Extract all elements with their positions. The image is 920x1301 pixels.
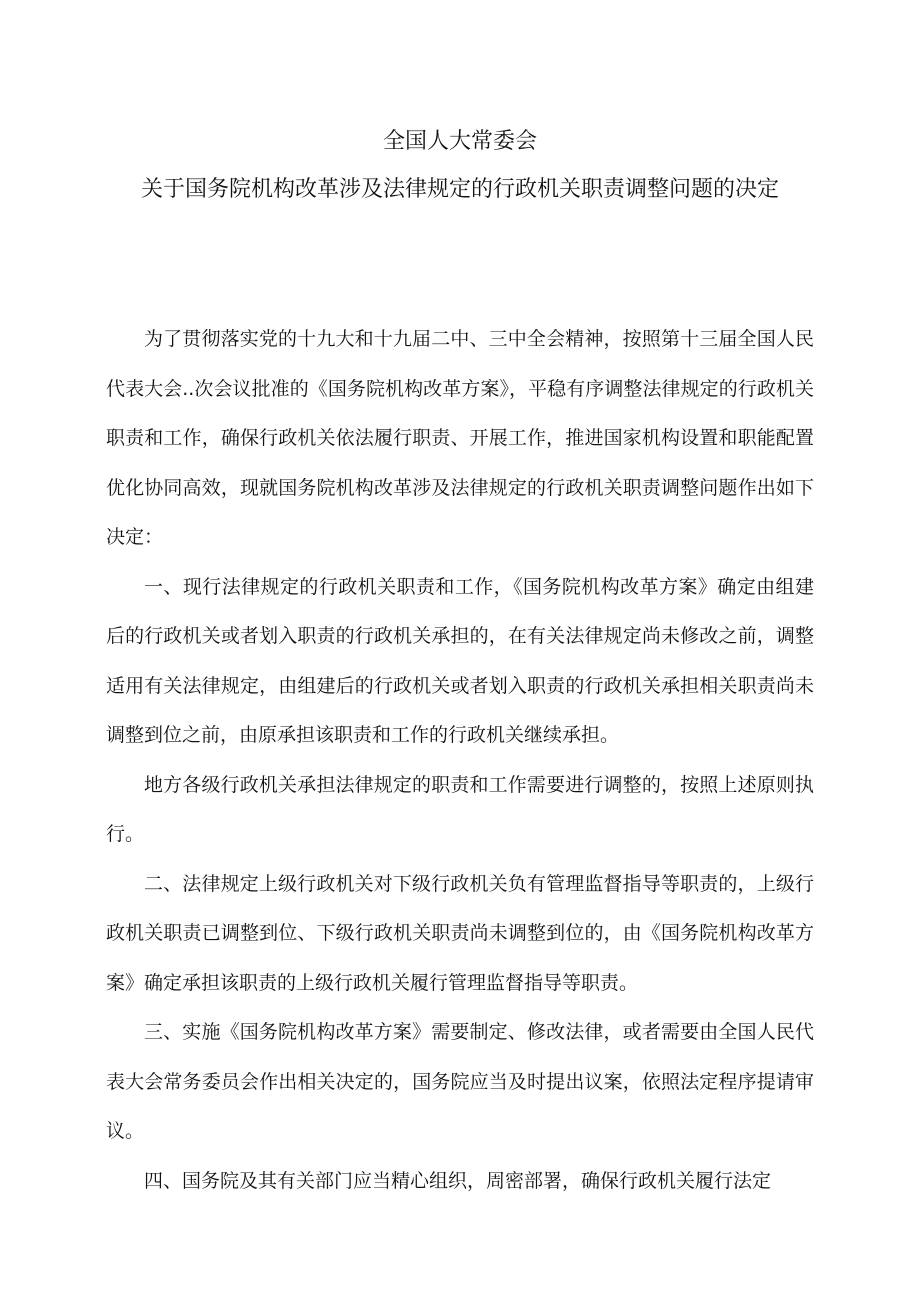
title-issuer: 全国人大常委会 <box>382 129 537 154</box>
paragraph-preamble: 为了贯彻落实党的十九大和十九届二中、三中全会精神，按照第十三届全国人民代表大会..次会议批准的《国务院机构改革方案》，平稳有序调整法律规定的行政机关职责和工作，确保行政机关依法履行职责、开展工作，推进国家机构设置和职能配置优化协同高效，现就国务院机构改革涉及法律规定的行政机关职责调整问题作出如下决定： <box>106 328 814 548</box>
paragraph-item-1-local: 地方各级行政机关承担法律规定的职责和工作需要进行调整的，按照上述原则执行。 <box>106 773 814 845</box>
document-title <box>100 118 820 214</box>
document-body <box>106 315 814 1206</box>
title-subject: 关于国务院机构改革涉及法律规定的行政机关职责调整问题的决定 <box>140 177 779 202</box>
paragraph-item-4: 四、国务院及其有关部门应当精心组织，周密部署，确保行政机关履行法定 <box>144 1169 772 1192</box>
paragraph-item-2: 二、法律规定上级行政机关对下级行政机关负有管理监督指导等职责的，上级行政机关职责已调整到位、下级行政机关职责尚未调整到位的，由《国务院机构改革方案》确定承担该职责的上级行政机关履行管理监督指导等职责。 <box>106 872 814 994</box>
paragraph-item-3: 三、实施《国务院机构改革方案》需要制定、修改法律，或者需要由全国人民代表大会常务委员会作出相关决定的，国务院应当及时提出议案，依照法定程序提请审议。 <box>106 1021 814 1142</box>
paragraph-item-1: 一、现行法律规定的行政机关职责和工作，《国务院机构改革方案》确定由组建后的行政机关或者划入职责的行政机关承担的，在有关法律规定尚未修改之前，调整适用有关法律规定，由组建后的行政机关或者划入职责的行政机关承担相关职责尚未调整到位之前，由原承担该职责和工作的行政机关继续承担。 <box>106 575 814 746</box>
